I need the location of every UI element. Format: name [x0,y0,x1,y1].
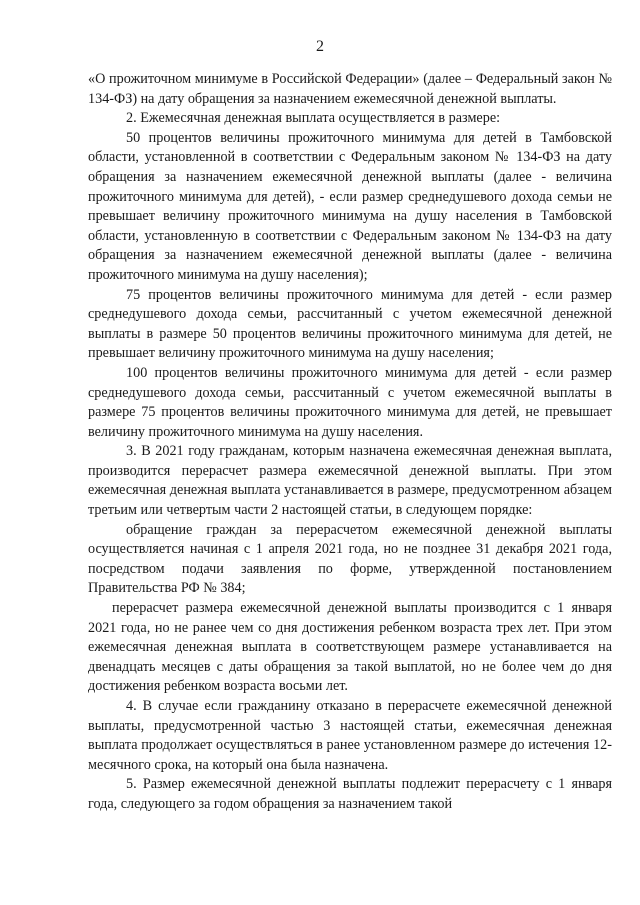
paragraph: обращение граждан за перерасчетом ежемесячной денежной выплаты осуществляется начиная с 1 апреля 2021 года, но не позднее 31 декабря 2021 года, посредством подачи заявления по форме, утвержденной постановлением Правительства РФ № 384; [88,521,612,597]
paragraph: «О прожиточном минимуме в Российской Федерации» (далее – Федеральный закон № 134-ФЗ) на дату обращения за назначением ежемесячной денежной выплаты. [88,71,612,107]
paragraph: 5. Размер ежемесячной денежной выплаты подлежит перерасчету с 1 января года, следующего за годом обращения за назначением такой [88,776,612,812]
paragraph: 75 процентов величины прожиточного минимума для детей - если размер среднедушевого дохода семьи, рассчитанный с учетом ежемесячной денежной выплаты в размере 50 процентов величины прожиточного минимума для детей, не превышает величину прожиточного минимума на душу населения; [88,286,612,362]
paragraph: 2. Ежемесячная денежная выплата осуществляется в размере: [126,110,501,127]
paragraph: 3. В 2021 году гражданам, которым назначена ежемесячная денежная выплата, производится перерасчет размера ежемесячной денежной выплаты. При этом ежемесячная денежная выплата устанавливается в размере, предусмотренном абзацем третьим или четвертым части 2 настоящей статьи, в следующем порядке: [88,443,612,519]
paragraph: 100 процентов величины прожиточного минимума для детей - если размер среднедушевого дохода семьи, рассчитанный с учетом ежемесячной выплаты в размере 75 процентов величины прожиточного минимума для детей, не превышает величину прожиточного минимума на душу населения. [88,364,612,440]
paragraph: 4. В случае если гражданину отказано в перерасчете ежемесячной денежной выплаты, предусмотренной частью 3 настоящей статьи, ежемесячная денежная выплата продолжает осуществляться в ранее установленном размере до истечения 12-месячного срока, на который она была назначена. [88,698,612,773]
paragraph: перерасчет размера ежемесячной денежной выплаты производится с 1 января 2021 года, но не ранее чем со дня достижения ребенком возраста трех лет. При этом ежемесячная денежная выплата в соответствующем размере устанавливается на двенадцать месяцев с даты обращения за такой выплатой, но не более чем до дня достижения ребенком возраста восьми лет. [88,600,612,695]
body-text [88,70,612,815]
paragraph: 50 процентов величины прожиточного минимума для детей в Тамбовской области, установленной в соответствии с Федеральным законом № 134-ФЗ на дату обращения за назначением ежемесячной денежной выплаты (далее - величина прожиточного минимума для детей), - если размер среднедушевого дохода семьи не превышает величину прожиточного минимума на душу населения в Тамбовской области, установленную в соответствии с Федеральным законом № 134-ФЗ на дату обращения за назначением ежемесячной денежной выплаты (далее - величина прожиточного минимума на душу населения); [88,129,612,283]
page-number: 2 [316,38,324,55]
